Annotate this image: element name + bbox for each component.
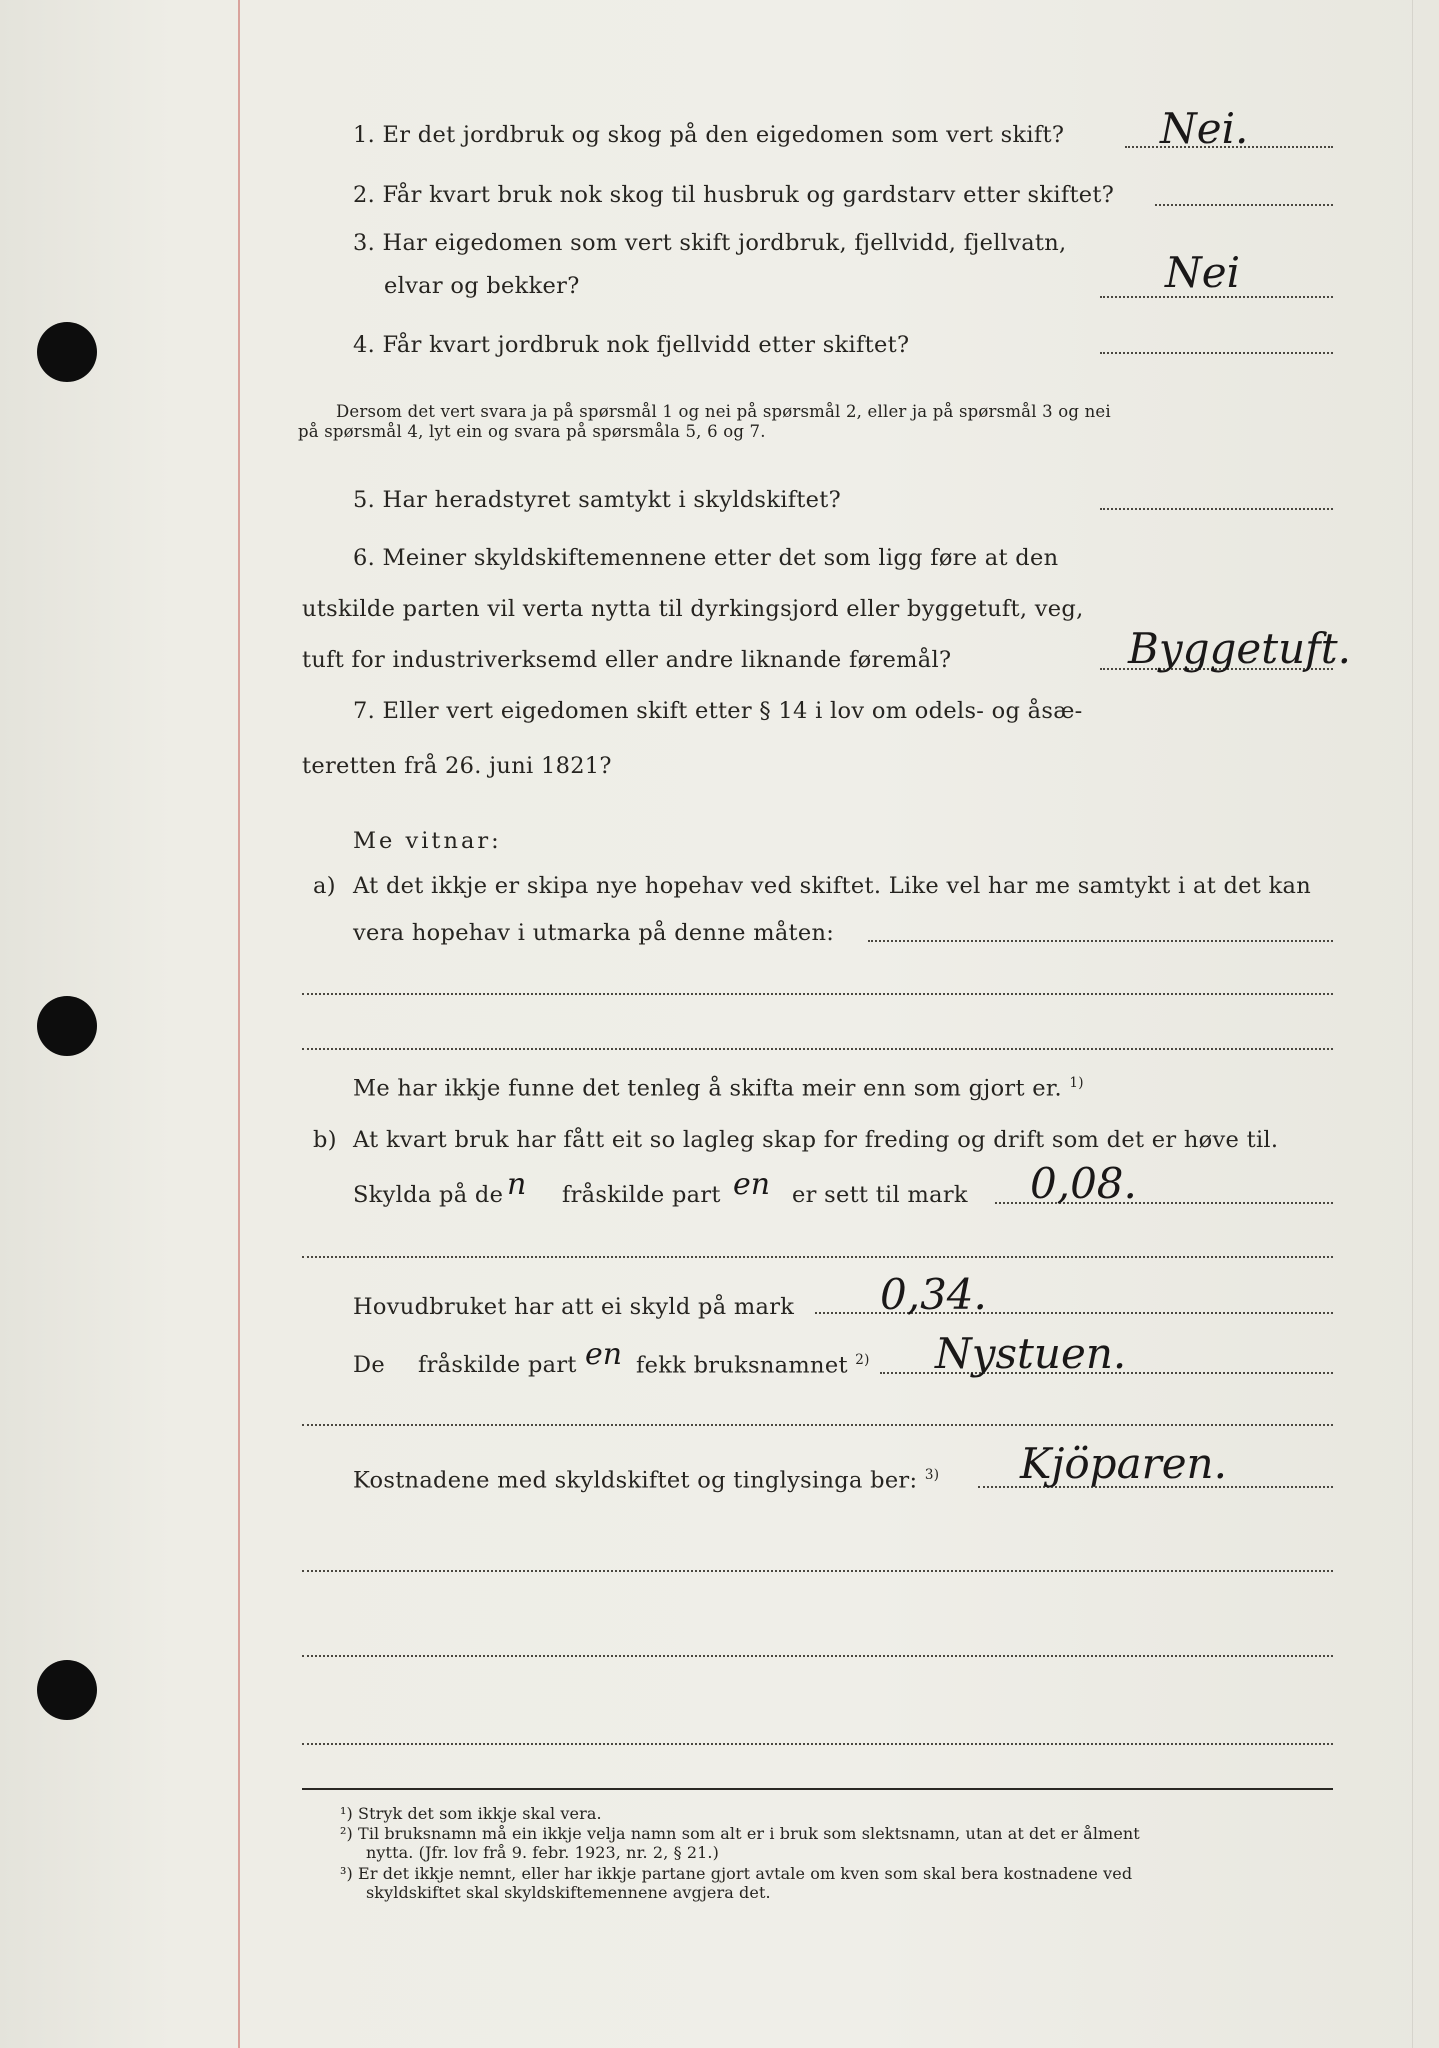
item-b-line-1: At kvart bruk har fått eit so lagleg skap for freding og drift som det er høve til. — [353, 1127, 1279, 1153]
punch-hole-icon — [37, 322, 97, 382]
footnote-2-line-1: ²) Til bruksnamn må ein ikkje velja namn som alt er i bruk som slektsnamn, utan at det er ålment — [340, 1824, 1140, 1843]
footnote-ref-2: 2) — [855, 1352, 870, 1368]
footnote-ref-3: 3) — [924, 1467, 940, 1483]
not-more-text: Me har ikkje funne det tenleg å skifta meir enn som gjort er. — [353, 1075, 1062, 1102]
question-3-line-1: 3. Har eigedomen som vert skift jordbruk, fjellvidd, fjellvatn, — [353, 230, 1067, 256]
kostnadene-answer-line-4 — [302, 1743, 1333, 1745]
kostnadene-label: Kostnadene med skyldskiftet og tinglysinga ber: — [353, 1467, 918, 1494]
note-line-1: Dersom det vert svara ja på spørsmål 1 og nei på spørsmål 2, eller ja på spørsmål 3 og nei — [336, 402, 1111, 421]
question-6-line-3: tuft for industriverksemd eller andre liknande føremål? — [302, 647, 952, 673]
kostnadene-answer-line-3 — [302, 1655, 1333, 1657]
footnote-3-line-1: ³) Er det ikkje nemnt, eller har ikkje partane gjort avtale om kven som skal bera kostnadene ved — [340, 1864, 1133, 1883]
red-margin-line — [238, 0, 240, 2048]
item-a-answer-line — [868, 940, 1333, 942]
question-3-line-2: elvar og bekker? — [384, 273, 580, 299]
hovudbruket-label: Hovudbruket har att ei skyld på mark — [353, 1294, 795, 1320]
skylda-label-1: Skylda på de — [353, 1182, 504, 1208]
footnote-ref-1: 1) — [1069, 1075, 1084, 1091]
answer-line-4 — [1100, 352, 1333, 354]
bruksnamn-label-3-group — [636, 1352, 870, 1379]
punch-hole-icon — [37, 1660, 97, 1720]
kostnadene-answer-line-2 — [302, 1570, 1333, 1572]
bruksnamn-label-1: De — [353, 1352, 385, 1378]
answer-line-5 — [1100, 508, 1333, 510]
item-b-marker: b) — [313, 1127, 337, 1153]
bruksnamn-label-2: fråskilde part — [418, 1352, 577, 1378]
kostnadene-handwritten: Kjöparen. — [1020, 1439, 1227, 1488]
skylda-suffix-n: n — [507, 1167, 527, 1202]
skylda-value-handwritten: 0,08. — [1030, 1159, 1137, 1208]
question-7-line-1: 7. Eller vert eigedomen skift etter § 14 i lov om odels- og åsæ- — [353, 698, 1083, 724]
punch-hole-icon — [37, 996, 97, 1056]
hovudbruket-value-handwritten: 0,34. — [880, 1270, 987, 1319]
item-a-line-1: At det ikkje er skipa nye hopehav ved skiftet. Like vel har me samtykt i at det kan — [353, 873, 1312, 899]
answer-6-handwritten: Byggetuft. — [1128, 624, 1351, 673]
question-6-line-1: 6. Meiner skyldskiftemennene etter det som ligg føre at den — [353, 545, 1059, 571]
bruksnamn-handwritten: Nystuen. — [935, 1329, 1127, 1378]
question-4: 4. Får kvart jordbruk nok fjellvidd etter skiftet? — [353, 332, 910, 358]
skylda-answer-line-2 — [302, 1256, 1333, 1258]
question-2: 2. Får kvart bruk nok skog til husbruk og gardstarv etter skiftet? — [353, 182, 1115, 208]
kostnadene-group — [353, 1467, 939, 1494]
item-a-answer-line-3 — [302, 1048, 1333, 1050]
item-a-answer-line-2 — [302, 993, 1333, 995]
footnote-1: ¹) Stryk det som ikkje skal vera. — [340, 1804, 602, 1823]
item-a-line-2: vera hopehav i utmarka på denne måten: — [353, 920, 835, 946]
question-5: 5. Har heradstyret samtykt i skyldskiftet? — [353, 487, 841, 513]
fold-line — [1412, 0, 1413, 2048]
skylda-label-2: fråskilde part — [562, 1182, 721, 1208]
item-a-marker: a) — [313, 873, 336, 899]
skylda-label-3: er sett til mark — [792, 1182, 968, 1208]
bruksnamn-suffix-en: en — [585, 1337, 623, 1372]
footnote-3-line-2: skyldskiftet skal skyldskiftemennene avgjera det. — [366, 1883, 771, 1902]
footnote-separator — [302, 1788, 1333, 1790]
skylda-suffix-en: en — [733, 1167, 771, 1202]
question-1: 1. Er det jordbruk og skog på den eigedomen som vert skift? — [353, 122, 1065, 148]
question-6-line-2: utskilde parten vil verta nytta til dyrkingsjord eller byggetuft, veg, — [302, 596, 1084, 622]
bruksnamn-label-3: fekk bruksnamnet — [636, 1352, 848, 1379]
note-line-2: på spørsmål 4, lyt ein og svara på spørsmåla 5, 6 og 7. — [298, 422, 766, 441]
answer-3-handwritten: Nei — [1165, 248, 1241, 297]
answer-line-2 — [1155, 204, 1333, 206]
footnote-2-line-2: nytta. (Jfr. lov frå 9. febr. 1923, nr. 2, § 21.) — [366, 1843, 719, 1862]
question-7-line-2: teretten frå 26. juni 1821? — [302, 753, 612, 779]
not-more-statement — [353, 1075, 1084, 1102]
witness-heading: Me vitnar: — [353, 828, 502, 854]
bruksnamn-answer-line-2 — [302, 1424, 1333, 1426]
answer-1-handwritten: Nei. — [1160, 104, 1249, 153]
